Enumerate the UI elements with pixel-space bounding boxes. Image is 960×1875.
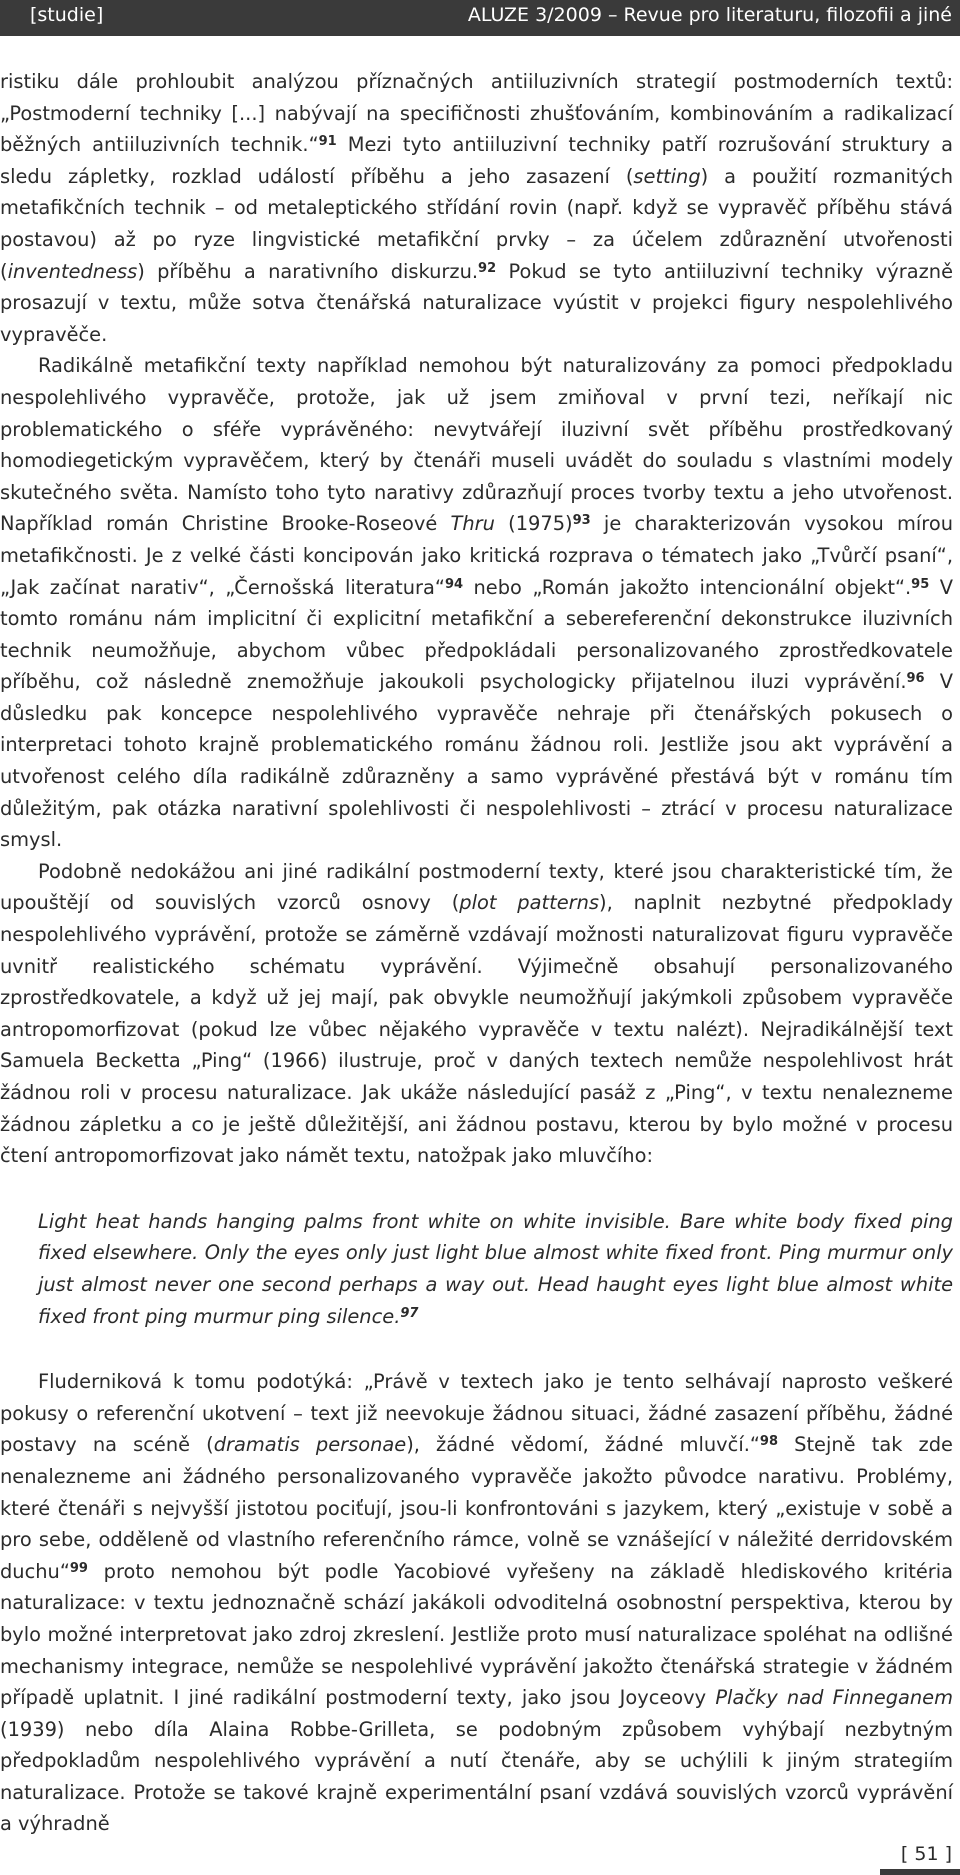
text-run: Podobně nedokážou ani jiné radikální postmoderní texty, které jsou charakteristické tím, že upouštějí od souvislých vzorců osnovy ( bbox=[0, 859, 953, 915]
page-number: [ 51 ] bbox=[900, 1843, 952, 1865]
footnote-ref[interactable]: 91 bbox=[318, 134, 337, 150]
footnote-ref[interactable]: 93 bbox=[572, 513, 591, 529]
italic-term: plot patterns bbox=[459, 891, 599, 915]
italic-title: Thru bbox=[450, 512, 495, 536]
footnote-ref[interactable]: 92 bbox=[478, 260, 497, 276]
text-run: Mezi tyto antiiluzivní techniky patří rozrušování struktury a sledu zápletky, rozklad událostí příběhu a jeho zasazení ( bbox=[0, 133, 954, 188]
text-run: ), žádné vědomí, žádné mluvčí.“ bbox=[406, 1433, 760, 1457]
text-run: ristiku dále prohloubit analýzou příznačných antiiluzivních strategií postmoderních textů: „Postmoderní techniky [...] nabývají na specifičnosti zhušťováním, kombinováním a radikalizací běžných antiiluzivních technik.“ bbox=[0, 70, 953, 157]
text-run: V tomto románu nám implicitní či explicitní metafikční a sebereferenční dekonstrukce iluzivních technik neumožňuje, abychom vůbec předpokládali personalizovaného zprostředkovatele příběhu, což následně znemožňuje jakoukoli psychologicky přijatelnou iluzi vyprávění. bbox=[0, 575, 953, 694]
text-run: ), naplnit nezbytné předpoklady nespolehlivého vyprávění, protože se záměrně vzdávají možnosti naturalizovat figuru vypravěče uvnitř realistického schématu vyprávění. Výjimečně obsahují personalizovaného zprostředkovatele, a když už jej mají, pak obvykle neumožňují jakýmkoli způsobem vypravěče antropomorfizovat (pokud lze vůbec nějakého vypravěče v textu nalézt). Nejradikálnější text Samuela Becketta „Ping“ (1966) ilustruje, proč v daných textech nemůže nespolehlivost hrát žádnou roli v procesu naturalizace. Jak ukáže následující pasáž z „Ping“, v textu nenalezneme žádnou zápletku a co je ještě důležitější, ani žádnou postavu, kterou by bylo možné v procesu čtení antropomorfizovat jako námět textu, natožpak jako mluvčího: bbox=[0, 891, 953, 1168]
text-run: ) a použití rozmanitých metafikčních technik – od metaleptického střídání rovin (např. když se vypravěč příběhu stává postavou) až po ryze lingvistické metafikční prvky – za účelem zdůraznění utvořenosti ( bbox=[0, 164, 953, 283]
paragraph-3 bbox=[0, 856, 953, 1172]
journal-title: ALUZE 3/2009 – Revue pro literaturu, filozofii a jiné bbox=[467, 4, 952, 26]
text-run: V důsledku pak koncepce nespolehlivého vypravěče nehraje při čtenářských pokusech o interpretaci tohoto krajně problematického románu žádnou roli. Jestliže jsou akt vyprávění a utvořenost celého díla radikálně zdůrazněny a samo vyprávěné přestává být v románu tím důležitým, pak otázka narativní spolehlivosti či nespolehlivosti – ztrácí v procesu naturalizace smysl. bbox=[0, 670, 953, 852]
italic-term: inventedness bbox=[7, 259, 138, 283]
block-quote bbox=[0, 1206, 953, 1332]
section-label: [studie] bbox=[30, 4, 104, 26]
footnote-ref[interactable]: 94 bbox=[444, 576, 464, 592]
footer-rule bbox=[880, 1869, 960, 1875]
text-run: (1939) nebo díla Alaina Robbe-Grilleta, se podobným způsobem vyhýbají nezbytným předpokladům nespolehlivého vyprávění a nutí čtenáře, aby se uchýlili k jiným strategiím naturalizace. Protože se takové krajně experimentální psaní vzdává souvislých vzorců vyprávění a výhradně bbox=[0, 1717, 953, 1836]
text-run: proto nemohou být podle Yacobiové vyřešeny na základě hlediskového kritéria naturalizace: v textu jednoznačně schází jakákoli odvoditelná osobnostní perspektiva, kterou by bylo možné interpretovat jako zdroj zkreslení. Jestliže proto musí naturalizace spoléhat na odlišné mechanismy integrace, nemůže se nespolehlivé vyprávění jakožto čtenářská strategie v žádném případě uplatnit. I jiné radikální postmoderní texty, jako jsou Joyceovy bbox=[0, 1559, 953, 1710]
text-run: Radikálně metafikční texty například nemohou být naturalizovány za pomoci předpokladu nespolehlivého vypravěče, protože, jak už jsem zmiňoval v první tezi, neříkají nic problematického o sféře vyprávěného: nevytvářejí iluzivní svět příběhu prostředkovaný homodiegetickým vypravěčem, který by čtenáři museli uvádět do souladu s vlastními modely skutečného světa. Namísto toho tyto narativy zdůrazňují proces tvorby textu a jeho utvořenost. Například román Christine Brooke-Roseové bbox=[0, 354, 953, 536]
paragraph-4 bbox=[0, 1366, 953, 1840]
text-run: (1975) bbox=[494, 512, 573, 536]
article-body bbox=[0, 66, 953, 1840]
italic-term: dramatis personae bbox=[213, 1433, 407, 1457]
quote-text: Light heat hands hanging palms front white on white invisible. Bare white body fixed ping fixed elsewhere. Only the eyes only just light blue almost white fixed front. Ping murmur only just almost never one second perhaps a way out. Head haught eyes light blue almost white fixed front ping murmur ping silence. bbox=[38, 1209, 953, 1328]
footnote-ref[interactable]: 99 bbox=[69, 1560, 88, 1576]
running-header bbox=[0, 0, 960, 36]
paragraph-1 bbox=[0, 66, 953, 350]
italic-title: Plačky nad Finneganem bbox=[715, 1686, 953, 1710]
footnote-ref[interactable]: 98 bbox=[759, 1434, 779, 1450]
text-run: nebo „Román jakožto intencionální objekt“. bbox=[463, 575, 912, 599]
text-run: je charakterizován vysokou mírou metafikčnosti. Je z velké části koncipován jako kritická rozprava o tématech jako „Tvůrčí psaní“, „Jak začínat narativ“, „Černošská literatura“ bbox=[0, 512, 953, 599]
footnote-ref[interactable]: 95 bbox=[911, 576, 930, 592]
paragraph-2 bbox=[0, 350, 953, 856]
text-run: Stejně tak zde nenalezneme ani žádného personalizovaného vypravěče jakožto původce narativu. Problémy, které čtenáři s nejvyšší jistotou pociťují, jsou-li konfrontováni s jazykem, který „existuje v sobě a pro sebe, odděleně od vlastního referenčního rámce, volně se vznášející v náležité derridovském duchu“ bbox=[0, 1433, 953, 1583]
footnote-ref[interactable]: 96 bbox=[906, 671, 925, 687]
footnote-ref[interactable]: 97 bbox=[400, 1305, 419, 1321]
text-run: Pokud se tyto antiiluzivní techniky výrazně prosazují v textu, může sotva čtenářská naturalizace vyústit v projekci figury nespolehlivého vypravěče. bbox=[0, 259, 953, 346]
text-run: Fluderniková k tomu podotýká: „Právě v textech jako je tento selhávají naprosto veškeré pokusy o referenční ukotvení – text již neevokuje žádnou situaci, žádné zasazení příběhu, žádné postavy na scéně ( bbox=[0, 1370, 953, 1457]
italic-term: setting bbox=[633, 164, 701, 188]
text-run: ) příběhu a narativního diskurzu. bbox=[137, 259, 479, 283]
